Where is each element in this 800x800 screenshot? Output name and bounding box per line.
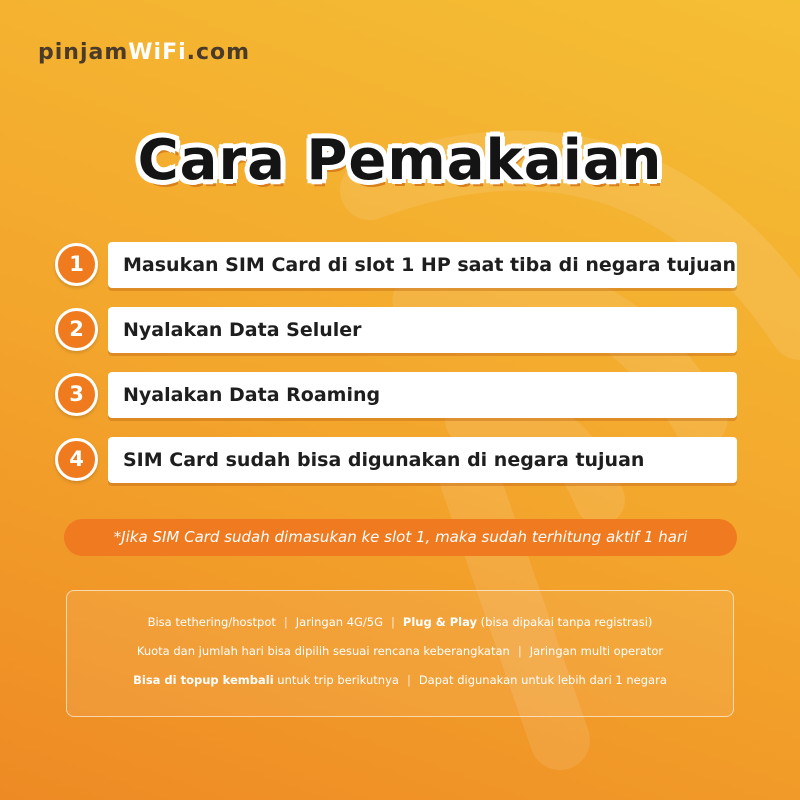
logo-text-com: .com [186, 40, 251, 65]
features-row-3 [67, 671, 733, 700]
feature-quota: Kuota dan jumlah hari bisa dipilih sesuai rencana keberangkatan [136, 644, 510, 658]
step-text: Masukan SIM Card di slot 1 HP saat tiba di negara tujuan [108, 242, 737, 288]
features-box [66, 590, 734, 717]
step-number-badge: 4 [55, 438, 98, 481]
step-text: Nyalakan Data Seluler [108, 307, 737, 353]
step-1 [55, 242, 737, 288]
feature-multi-country: Dapat digunakan untuk lebih dari 1 negara [418, 673, 667, 687]
feature-separator: | [517, 644, 522, 658]
page-title: Cara Pemakaian [137, 128, 663, 193]
feature-plug-play: Plug & Play [402, 615, 478, 629]
step-number-badge: 1 [55, 243, 98, 286]
step-3 [55, 372, 737, 418]
feature-network: Jaringan 4G/5G [295, 615, 384, 629]
feature-separator: | [406, 673, 411, 687]
step-text: SIM Card sudah bisa digunakan di negara tujuan [108, 437, 737, 483]
features-row-1 [67, 613, 733, 642]
step-text: Nyalakan Data Roaming [108, 372, 737, 418]
step-4 [55, 437, 737, 483]
feature-plug-play-detail: (bisa dipakai tanpa registrasi) [477, 615, 653, 629]
logo-text-pinjam: pinjam [38, 40, 129, 65]
features-row-2 [67, 642, 733, 671]
logo-text-wifi: WiFi [128, 40, 187, 65]
step-number-badge: 3 [55, 373, 98, 416]
feature-tethering: Bisa tethering/hostpot [147, 615, 276, 629]
feature-multi-operator: Jaringan multi operator [529, 644, 664, 658]
step-number-badge: 2 [55, 308, 98, 351]
feature-separator: | [391, 615, 395, 629]
activation-note: *Jika SIM Card sudah dimasukan ke slot 1, maka sudah terhitung aktif 1 hari [64, 519, 737, 556]
feature-topup: Bisa di topup kembali [133, 673, 274, 687]
brand-logo [38, 40, 250, 65]
step-2 [55, 307, 737, 353]
steps-list [55, 242, 737, 502]
feature-topup-detail: untuk trip berikutnya [273, 673, 399, 687]
feature-separator: | [283, 615, 288, 629]
